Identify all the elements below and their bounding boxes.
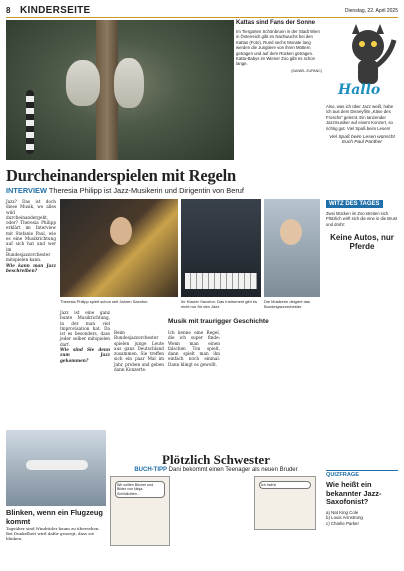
- windpark-photo: [6, 430, 106, 506]
- instrument-photo: [181, 199, 261, 297]
- speech-bubble: Wir sollten Bücher und Bilder von Ninja-Schildkröten...: [115, 481, 165, 498]
- section-title: KINDERSEITE: [20, 5, 91, 16]
- lemur-title: Kattas sind Fans der Sonne: [236, 20, 316, 26]
- girl-caption: Die Musikerin dirigiert das Bundesjazzorchester.: [264, 299, 311, 309]
- speech-bubble: Ich hab's!: [259, 481, 311, 489]
- conductor-face: [280, 219, 302, 245]
- box-headline: Musik mit traurigger Geschichte: [168, 318, 269, 325]
- interview-question: Wie sind Sie denn zum Jazz gekommen?: [60, 347, 110, 363]
- comic-panel: [110, 476, 170, 546]
- airplane-icon: [26, 460, 88, 470]
- article-column: [168, 330, 220, 367]
- page-header: [6, 4, 398, 18]
- quiz-box: [326, 470, 398, 526]
- article-headline: Durcheinanderspielen mit Regeln: [6, 166, 236, 185]
- article-column: [6, 199, 56, 273]
- lemur-figure: [66, 60, 100, 106]
- piano-keys: [185, 273, 257, 289]
- schwester-subline: [110, 467, 322, 473]
- quiz-answer: c) Charlie Parker: [326, 520, 359, 526]
- blinken-title: Blinken, wenn ein Flugzeug kommt: [6, 508, 103, 526]
- article-column: [60, 310, 110, 363]
- book-tip-label: BUCH-TIPP: [134, 467, 167, 473]
- article-intro: Jazz? Das ist doch diese Musik, wo alles wild durcheinandergeht, oder? Theresia Philipp erklärt im Interview mit Stefanie Paul, wie es eine Musikrichtung auf sich hat und wer im Bundesjazzorchester mitspielen kann.: [6, 199, 56, 263]
- sax-caption: Theresia Philipp spielt schon seit Jahren Saxofon.: [60, 299, 149, 304]
- witz-tag: WITZ DES TAGES: [326, 200, 383, 208]
- quiz-question: Wie heißt ein bekannter Jazz-Saxofonist?: [326, 480, 382, 507]
- intro-signature: Viel Spaß beim Lesen wünscht Euch Paul Panther: [329, 135, 395, 146]
- photo-credit: (DANIEL ZUPANC): [291, 68, 322, 73]
- article-subtitle: Theresia Philipp ist Jazz-Musikerin und Dirigentin von Beruf: [48, 186, 244, 195]
- book-cover: [254, 476, 316, 530]
- article-label: INTERVIEW: [6, 186, 47, 195]
- publication-date: Dienstag, 22. April 2025: [344, 7, 398, 14]
- lemur-figure: [114, 58, 144, 108]
- schwester-title: Plötzlich Schwester: [162, 452, 270, 467]
- witz-section: [326, 190, 398, 255]
- witz-text: Zwei Mücken im Zoo streiten sich. Plötzlich wirft sich die eine in die Brust und droht:: [326, 211, 397, 227]
- mascot-greeting: Hallo: [338, 82, 381, 98]
- musician-face: [110, 217, 132, 245]
- article-subline: [6, 186, 320, 195]
- schwester-subtitle: Dani bekommt einen Teenager als neuen Bruder: [168, 467, 298, 473]
- interview-question: Wie kann man Jazz beschreiben?: [6, 262, 56, 273]
- box-text: Ich kenne eine Regel, die ich super finde: Wenn man einen falschen Ton spielt, dann spielt man ihn einfach noch einmal. Dann klingt es gewollt.: [168, 330, 220, 367]
- lemur-article: [236, 20, 322, 74]
- witz-title: Keine Autos, nur Pferde: [330, 232, 394, 251]
- quiz-tag: QUIZFRAGE: [326, 470, 398, 478]
- article-answer: Jazz ist eine ganz bunte Musikrichtung, in der man viel Improvisation hat. Da ist es besonders, dass jeder selber mitspielen darf.: [60, 310, 110, 347]
- piano-caption: Ihr Klavier Saxofon. Das Instrument gibt es nicht nur für den Jazz.: [181, 299, 258, 309]
- conductor-photo: [264, 199, 320, 297]
- quiz-answer: b) Louis Armstrong: [326, 515, 363, 521]
- blinken-article: [6, 508, 106, 541]
- lemur-tail: [26, 90, 34, 154]
- lemur-body: Im Tiergarten Schönbrunn in der Stadt Wien in Österreich gibt es Nachwuchs bei den Kattas (Foto). Rund sechs Monate lang werden die Jungtiere von ihren Müttern getragen und auf dem Rücken getragen. Katta-Babys im Wiener Zoo gibt es schon lange.: [236, 29, 320, 67]
- page-number: 8: [6, 6, 11, 15]
- quiz-answer: a) Nat King Cole: [326, 509, 359, 515]
- intro-text: Also, was ich über Jazz weiß, habe ich aus dem Disneyfilm „Käse des Froschs“ gelernt. Ein tanzender Jazzmusiker auf einem Konzert, so richtig gut. Viel Spaß beim Lesen!: [326, 104, 394, 131]
- saxophone-photo: [60, 199, 178, 297]
- blinken-text: Tagsüber sind Windräder kaum zu übersehen. Bei Dunkelheit wird dafür gesorgt, dass sie blinken.: [6, 526, 100, 541]
- article-column: [114, 330, 164, 372]
- mascot-intro: [326, 104, 398, 145]
- lemur-photo: [6, 20, 234, 160]
- article-answer: Beim Bundesjazzorchester spielen junge Leute aus ganz Deutschland zusammen. Sie treffen sich ein paar Mal im Jahr, proben und geben dann Konzerte.: [114, 330, 164, 373]
